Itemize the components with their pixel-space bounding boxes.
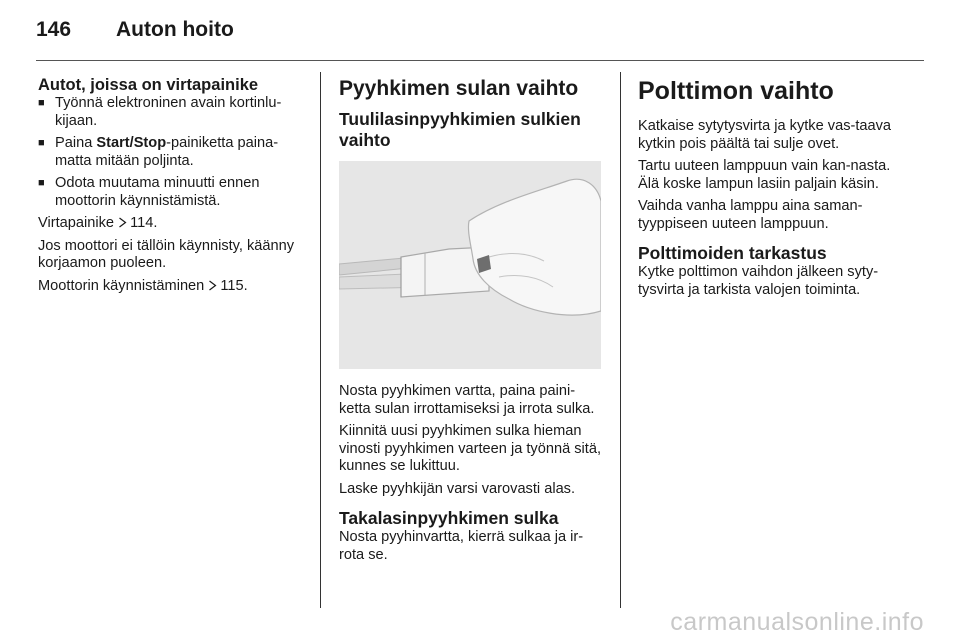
subsection-heading: Tuulilasinpyyhkimien sulkien vaihto: [339, 109, 581, 150]
list-item: [38, 95, 310, 130]
paragraph: Vaihda vanha lamppu aina saman-tyyppiseen uuteen lamppuun.: [638, 198, 863, 232]
section-title: Polttimon vaihto: [638, 77, 834, 105]
page-reference-arrow-icon: [118, 217, 127, 228]
cross-reference[interactable]: [38, 215, 310, 233]
cross-reference-label: Moottorin käynnistäminen: [38, 277, 205, 294]
bullet-marker: ■: [38, 177, 45, 189]
paragraph: Kiinnitä uusi pyyhkimen sulka hieman vinosti pyyhkimen varteen ja työnnä sitä, kunnes se lukittuu.: [339, 423, 602, 474]
subsection-heading: Polttimoiden tarkastus: [638, 243, 827, 263]
list-item-pre: Paina: [55, 135, 97, 151]
middle-column: [339, 76, 603, 569]
paragraph: Kytke polttimon vaihdon jälkeen syty-tysvirta ja tarkista valojen toiminta.: [638, 264, 879, 298]
right-column: [638, 76, 904, 304]
start-stop-label: Start/Stop: [96, 135, 167, 151]
page-reference-arrow-icon: [208, 280, 217, 291]
paragraph: Nosta pyyhinvartta, kierrä sulkaa ja ir-rota se.: [339, 529, 584, 563]
bullet-marker: ■: [38, 137, 45, 149]
paragraph: Jos moottori ei tällöin käynnisty, käänny korjaamon puoleen.: [38, 237, 295, 271]
list-item-post: -painiketta paina-matta mitään poljinta.: [55, 135, 279, 169]
column-divider-right: [620, 72, 621, 608]
list-item: [38, 175, 310, 210]
cross-reference-page: 114.: [130, 215, 158, 231]
paragraph: Laske pyyhkijän varsi varovasti alas.: [339, 480, 576, 497]
section-heading: Autot, joissa on virtapainike: [38, 76, 259, 94]
list-item: [38, 135, 310, 170]
wiper-blade-illustration: [339, 161, 601, 369]
page-title: Auton hoito: [116, 18, 234, 41]
subsection-heading: Takalasinpyyhkimen sulka: [339, 508, 559, 528]
wiper-blade-image: [339, 161, 601, 369]
header-rule: [36, 60, 924, 61]
left-column: [38, 76, 310, 300]
column-divider-left: [320, 72, 321, 608]
watermark: carmanualsonline.info: [670, 608, 924, 636]
page-number: 146: [36, 18, 72, 41]
cross-reference[interactable]: [38, 278, 310, 296]
cross-reference-label: Virtapainike: [38, 215, 114, 231]
paragraph: Tartu uuteen lamppuun vain kan-nasta. Älä koske lampun lasiin paljain käsin.: [638, 158, 891, 192]
cross-reference-page: 115.: [220, 277, 248, 294]
paragraph: Nosta pyyhkimen vartta, paina paini-ketta sulan irrottamiseksi ja irrota sulka.: [339, 383, 595, 417]
section-title: Pyyhkimen sulan vaihto: [339, 77, 579, 100]
list-item-text: Työnnä elektroninen avain kortinlu-kijaan.: [55, 95, 282, 129]
bullet-list: [38, 95, 310, 210]
bullet-marker: ■: [38, 97, 45, 109]
paragraph: Katkaise sytytysvirta ja kytke vas-taava kytkin pois päältä tai sulje ovet.: [638, 118, 892, 152]
list-item-text: Odota muutama minuutti ennen moottorin käynnistämistä.: [55, 175, 260, 209]
